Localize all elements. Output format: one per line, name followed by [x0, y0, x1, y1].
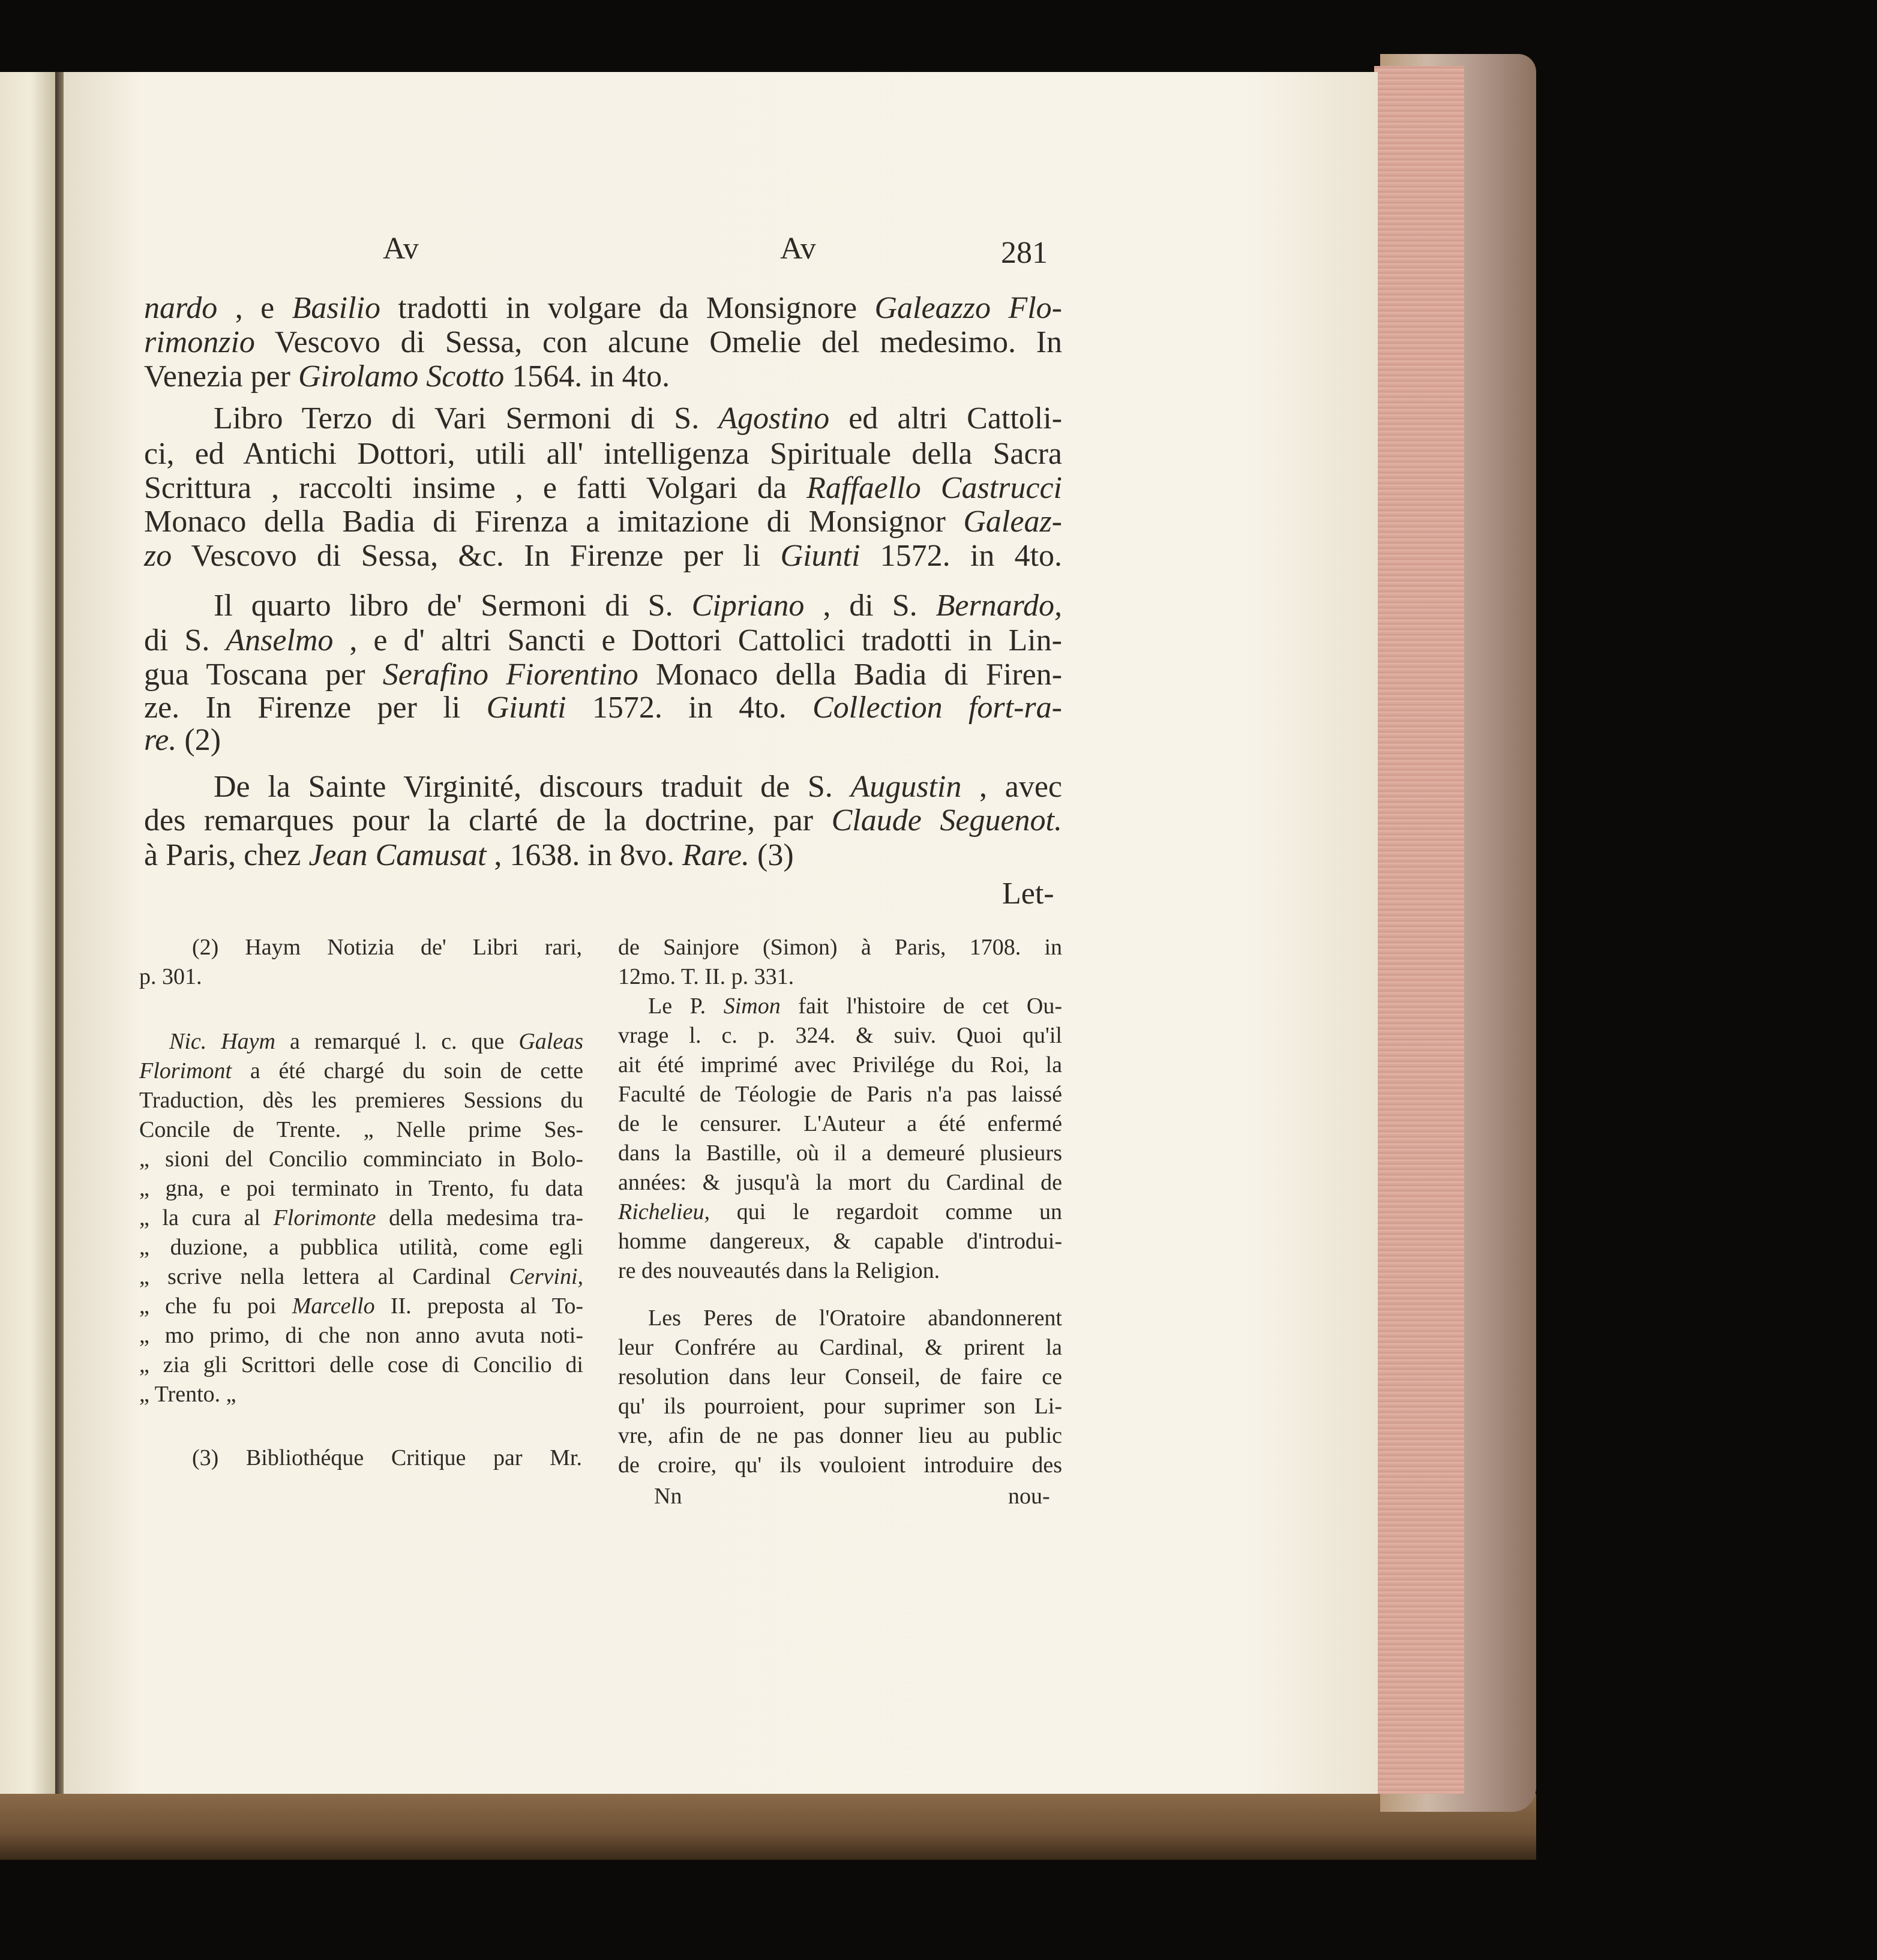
text-segment: a été chargé du soin de cette: [232, 1058, 583, 1083]
text-segment: de croire, qu' ils vouloient introduire des: [618, 1452, 1062, 1478]
catchword-right: nou-: [1008, 1484, 1050, 1509]
italic-text: re.: [144, 723, 177, 757]
main-line: [214, 588, 1062, 623]
main-line: [144, 504, 1062, 539]
text-segment: Venezia per: [144, 359, 298, 394]
main-line: [144, 538, 1062, 574]
text-segment: 1572. in 4to.: [566, 691, 812, 725]
note-line: [139, 1056, 583, 1086]
text-segment: vre, afin de ne pas donner lieu au public: [618, 1423, 1062, 1448]
text-segment: (2) Haym Notizia de' Libri rari,: [192, 935, 582, 960]
note-line: [139, 1145, 583, 1174]
note-line: [192, 933, 582, 962]
italic-text: Girolamo Scotto: [298, 359, 505, 394]
note-line: [139, 1086, 583, 1115]
italic-text: Jean Camusat: [308, 838, 487, 872]
italic-text: Cipriano: [691, 589, 805, 623]
italic-text: Basilio: [292, 291, 380, 325]
main-line: [144, 690, 1062, 725]
main-line: [144, 623, 1062, 658]
italic-text: Collection fort-ra-: [812, 691, 1062, 725]
text-segment: di S.: [144, 623, 226, 658]
text-segment: „ la cura al: [139, 1205, 274, 1230]
text-segment: vrage l. c. p. 324. & suiv. Quoi qu'il: [618, 1023, 1062, 1048]
text-segment: , e: [217, 291, 292, 325]
text-segment: „ che fu poi: [139, 1293, 292, 1319]
text-segment: homme dangereux, & capable d'introdui-: [618, 1229, 1062, 1254]
main-line: [144, 436, 1062, 472]
note-line: [618, 1392, 1062, 1421]
note-line: [618, 962, 1062, 992]
text-segment: , avec: [961, 770, 1062, 804]
main-line: [214, 769, 1062, 805]
main-line: [144, 722, 1062, 758]
note-line: [192, 1443, 582, 1473]
italic-text: Serafino Fiorentino: [382, 658, 638, 692]
main-line: [144, 657, 1062, 692]
note-line: [618, 1362, 1062, 1392]
note-line: [139, 1262, 583, 1292]
text-segment: „ zia gli Scrittori delle cose di Concilio di: [139, 1352, 583, 1377]
text-segment: a remarqué l. c. que: [275, 1029, 519, 1054]
note-line: [139, 1203, 583, 1233]
text-segment: de le censurer. L'Auteur a été enfermé: [618, 1111, 1062, 1136]
text-segment: ci, ed Antichi Dottori, utili all' intelligenza Spirituale della Sacra: [144, 437, 1062, 471]
italic-text: Richelieu,: [618, 1199, 710, 1224]
note-line: [618, 1333, 1062, 1362]
note-line: [618, 1021, 1062, 1050]
text-segment: „ gna, e poi terminato in Trento, fu data: [139, 1176, 583, 1201]
header-left: Av: [383, 232, 419, 266]
text-segment: p. 301.: [139, 964, 202, 989]
note-line: [618, 1139, 1062, 1168]
note-line: [648, 1304, 1062, 1333]
page-edges: [1374, 66, 1464, 1794]
italic-text: Augustin: [850, 770, 962, 804]
text-segment: à Paris, chez: [144, 838, 309, 872]
italic-text: Giunti: [780, 539, 860, 573]
text-segment: della medesima tra-: [376, 1205, 583, 1230]
text-segment: Les Peres de l'Oratoire abandonnerent: [648, 1305, 1062, 1331]
text-segment: Scrittura , raccolti insime , e fatti Volgari da: [144, 471, 807, 505]
text-segment: qu' ils pourroient, pour suprimer son Li-: [618, 1394, 1062, 1419]
italic-text: Giunti: [486, 691, 566, 725]
text-segment: 1564. in 4to.: [504, 359, 670, 394]
text-segment: Faculté de Téologie de Paris n'a pas laissé: [618, 1082, 1062, 1107]
italic-text: Bernardo,: [935, 589, 1062, 623]
italic-text: Anselmo: [226, 623, 334, 658]
text-segment: tradotti in volgare da Monsignore: [380, 291, 875, 325]
italic-text: Florimonte: [273, 1205, 376, 1230]
text-segment: „ mo primo, di che non anno avuta noti-: [139, 1323, 583, 1348]
note-line: [648, 992, 1062, 1021]
note-line: [139, 1115, 583, 1145]
italic-text: Marcello: [292, 1293, 375, 1319]
note-line: [618, 1256, 1062, 1286]
italic-text: Cervini,: [509, 1264, 583, 1289]
italic-text: Nic. Haym: [169, 1029, 275, 1054]
italic-text: nardo: [144, 291, 218, 325]
main-line: [144, 290, 1062, 326]
italic-text: Galeaz-: [963, 505, 1062, 539]
signature-mark: Nn: [654, 1484, 682, 1509]
note-line: [618, 933, 1062, 962]
text-segment: Il quarto libro de' Sermoni di S.: [214, 589, 692, 623]
main-line: [214, 401, 1062, 436]
italic-text: Simon: [723, 993, 781, 1019]
text-segment: „ duzione, a pubblica utilità, come egli: [139, 1235, 583, 1260]
note-line: [618, 1227, 1062, 1256]
text-segment: ed altri Cattoli-: [829, 401, 1063, 436]
main-line: [144, 359, 1062, 394]
text-segment: des remarques pour la clarté de la doctrine, par: [144, 803, 832, 838]
italic-text: Agostino: [718, 401, 830, 436]
italic-text: Galeas: [518, 1029, 583, 1054]
text-segment: gua Toscana per: [144, 658, 383, 692]
text-segment: „ sioni del Concilio comminciato in Bolo-: [139, 1146, 583, 1172]
note-line: [618, 1050, 1062, 1080]
text-segment: qui le regardoit comme un: [709, 1199, 1062, 1224]
main-line: [144, 325, 1062, 360]
text-segment: dans la Bastille, où il a demeuré plusieurs: [618, 1140, 1062, 1166]
text-segment: resolution dans leur Conseil, de faire ce: [618, 1364, 1062, 1389]
text-segment: Libro Terzo di Vari Sermoni di S.: [214, 401, 719, 436]
note-line: [618, 1451, 1062, 1480]
text-segment: , di S.: [804, 589, 936, 623]
main-line: [144, 838, 1062, 873]
italic-text: rimonzio: [144, 325, 255, 359]
text-segment: re des nouveautés dans la Religion.: [618, 1258, 940, 1283]
text-segment: leur Confrére au Cardinal, & prirent la: [618, 1335, 1062, 1360]
book-cover-bottom: [0, 1794, 1536, 1860]
text-segment: II. preposta al To-: [374, 1293, 583, 1319]
text-segment: Vescovo di Sessa, con alcune Omelie del medesimo. In: [254, 325, 1062, 359]
text-segment: Le P.: [648, 993, 724, 1019]
left-page-edge: [0, 72, 55, 1794]
main-line: [144, 470, 1062, 506]
note-line: [139, 962, 583, 992]
note-line: [618, 1421, 1062, 1451]
note-line: [139, 1321, 583, 1350]
italic-text: Florimont: [139, 1058, 232, 1083]
text-segment: de Sainjore (Simon) à Paris, 1708. in: [618, 935, 1062, 960]
italic-text: zo: [144, 539, 172, 573]
text-segment: Monaco della Badia di Firenza a imitazione di Monsignor: [144, 505, 964, 539]
text-segment: , 1638. in 8vo.: [486, 838, 682, 872]
note-line: [618, 1197, 1062, 1227]
text-segment: Traduction, dès les premieres Sessions du: [139, 1088, 583, 1113]
text-segment: ze. In Firenze per li: [144, 691, 487, 725]
note-line: [139, 1350, 583, 1380]
text-segment: ait été imprimé avec Privilége du Roi, la: [618, 1052, 1062, 1077]
text-segment: Monaco della Badia di Firen-: [638, 658, 1063, 692]
italic-text: Galeazzo Flo-: [874, 291, 1062, 325]
note-line: [169, 1027, 583, 1056]
note-line: [139, 1174, 583, 1203]
italic-text: Rare.: [682, 838, 750, 872]
text-segment: (3) Bibliothéque Critique par Mr.: [192, 1445, 582, 1470]
note-line: [139, 1292, 583, 1321]
main-line: [144, 803, 1062, 838]
italic-text: Raffaello Castrucci: [806, 471, 1062, 505]
text-segment: fait l'histoire de cet Ou-: [780, 993, 1063, 1019]
text-segment: Concile de Trente. „ Nelle prime Ses-: [139, 1117, 583, 1142]
catchword: Let-: [1002, 877, 1054, 911]
text-segment: 1572. in 4to.: [860, 539, 1062, 573]
text-segment: Vescovo di Sessa, &c. In Firenze per li: [172, 539, 781, 573]
text-segment: (3): [749, 838, 794, 872]
note-line: [618, 1109, 1062, 1139]
text-segment: , e d' altri Sancti e Dottori Cattolici tradotti in Lin-: [333, 623, 1062, 658]
text-segment: 12mo. T. II. p. 331.: [618, 964, 794, 989]
note-line: [618, 1168, 1062, 1197]
book-gutter: [55, 72, 64, 1794]
note-line: [139, 1233, 583, 1262]
note-line: [618, 1080, 1062, 1109]
text-segment: années: & jusqu'à la mort du Cardinal de: [618, 1170, 1062, 1195]
note-line: [139, 1380, 583, 1409]
page-number: 281: [1001, 236, 1048, 270]
text-segment: „ Trento. „: [139, 1382, 236, 1407]
text-segment: (2): [176, 723, 221, 757]
italic-text: Claude Seguenot.: [831, 803, 1062, 838]
header-center: Av: [780, 232, 816, 266]
text-segment: „ scrive nella lettera al Cardinal: [139, 1264, 509, 1289]
text-segment: De la Sainte Virginité, discours traduit de S.: [214, 770, 851, 804]
